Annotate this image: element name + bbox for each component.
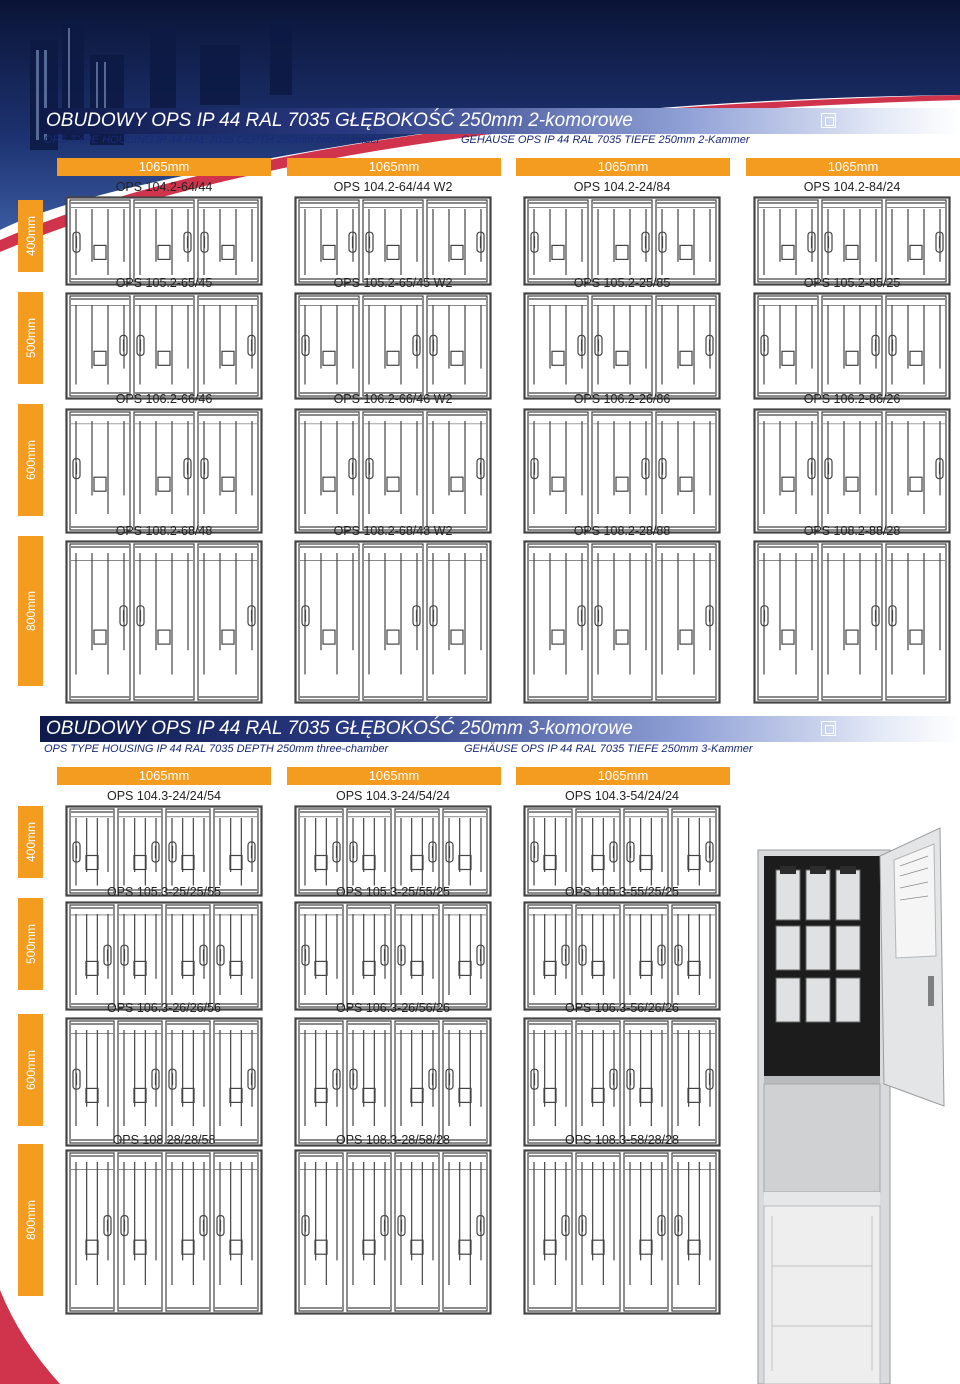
square-icon bbox=[821, 113, 836, 128]
cabinet-cell bbox=[295, 276, 491, 400]
cabinet-drawing-icon bbox=[295, 1150, 491, 1314]
cabinet-cell bbox=[524, 276, 720, 400]
height-label: 500mm bbox=[18, 898, 43, 990]
height-label: 800mm bbox=[18, 1144, 43, 1296]
width-label: 1065mm bbox=[287, 158, 501, 176]
cabinet-cell bbox=[754, 392, 950, 534]
section1-title: OBUDOWY OPS IP 44 RAL 7035 GŁĘBOKOŚĆ 250mm 2-komorowe bbox=[46, 110, 633, 131]
cabinet-model-label: OPS 106.3-56/26/26 bbox=[565, 1001, 679, 1015]
cabinet-drawing-icon bbox=[66, 197, 262, 285]
cabinet-model-label: OPS 108.2-68/48 W2 bbox=[333, 524, 453, 538]
cabinet-cell bbox=[754, 180, 950, 286]
cabinet-cell bbox=[66, 1133, 262, 1315]
cabinet-model-label: OPS 104.3-24/54/24 bbox=[336, 789, 450, 803]
cabinet-cell bbox=[524, 180, 720, 286]
cabinet-model-label: OPS 106.2-66/46 W2 bbox=[333, 392, 453, 406]
section1-subtitle-de: GEHÄUSE OPS IP 44 RAL 7035 TIEFE 250mm 2-Kammer bbox=[461, 134, 750, 146]
cabinet-drawing-icon bbox=[66, 1150, 262, 1314]
cabinet-model-label: OPS 105.3-55/25/25 bbox=[565, 885, 679, 899]
cabinet-cell bbox=[524, 1133, 720, 1315]
cabinet-drawing-icon bbox=[524, 902, 720, 1010]
cabinet-drawing-icon bbox=[295, 541, 491, 703]
section1-title-bar bbox=[40, 108, 960, 134]
cabinet-model-label: OPS 108.28/28/58 bbox=[112, 1133, 216, 1147]
cabinet-model-label: OPS 105.3-25/25/55 bbox=[107, 885, 221, 899]
cabinet-model-label: OPS 105.2-25/85 bbox=[573, 276, 671, 290]
cabinet-drawing-icon bbox=[524, 541, 720, 703]
section2-title-bar bbox=[40, 716, 960, 742]
width-label: 1065mm bbox=[516, 158, 730, 176]
cabinet-drawing-icon bbox=[66, 541, 262, 703]
cabinet-drawing-icon bbox=[524, 1018, 720, 1146]
section1-subtitle-en: OPS TYPE HOUSING IP 44 RAL 7035 DEPTH 250mm two-chamber bbox=[44, 134, 381, 146]
cabinet-drawing-icon bbox=[295, 806, 491, 896]
cabinet-model-label: OPS 104.2-84/24 bbox=[803, 180, 901, 194]
cabinet-model-label: OPS 105.2-85/25 bbox=[803, 276, 901, 290]
cabinet-drawing-icon bbox=[754, 293, 950, 399]
cabinet-model-label: OPS 105.2-65/45 W2 bbox=[333, 276, 453, 290]
cabinet-cell bbox=[66, 392, 262, 534]
cabinet-cell bbox=[66, 180, 262, 286]
cabinet-cell bbox=[524, 789, 720, 897]
cabinet-cell bbox=[295, 1001, 491, 1147]
cabinet-model-label: OPS 106.2-66/46 bbox=[115, 392, 213, 406]
cabinet-model-label: OPS 108.2-68/48 bbox=[115, 524, 213, 538]
cabinet-drawing-icon bbox=[524, 806, 720, 896]
cabinet-cell bbox=[524, 524, 720, 704]
cabinet-cell bbox=[66, 789, 262, 897]
cabinet-model-label: OPS 106.3-26/56/26 bbox=[336, 1001, 450, 1015]
cabinet-model-label: OPS 106.3-26/26/56 bbox=[107, 1001, 221, 1015]
cabinet-cell bbox=[524, 885, 720, 1011]
height-label: 600mm bbox=[18, 1014, 43, 1126]
cabinet-drawing-icon bbox=[66, 409, 262, 533]
cabinet-model-label: OPS 108.2-88/28 bbox=[803, 524, 901, 538]
cabinet-model-label: OPS 104.2-64/44 W2 bbox=[333, 180, 453, 194]
cabinet-model-label: OPS 108.3-28/58/28 bbox=[336, 1133, 450, 1147]
cabinet-drawing-icon bbox=[66, 806, 262, 896]
cabinet-cell bbox=[295, 180, 491, 286]
cabinet-drawing-icon bbox=[295, 902, 491, 1010]
cabinet-cell bbox=[524, 1001, 720, 1147]
cabinet-model-label: OPS 104.3-54/24/24 bbox=[565, 789, 679, 803]
cabinet-cell bbox=[524, 392, 720, 534]
section2-subtitle-en: OPS TYPE HOUSING IP 44 RAL 7035 DEPTH 250mm three-chamber bbox=[44, 743, 389, 755]
width-label: 1065mm bbox=[57, 158, 271, 176]
height-label: 400mm bbox=[18, 806, 43, 878]
height-label: 600mm bbox=[18, 404, 43, 516]
cabinet-drawing-icon bbox=[295, 1018, 491, 1146]
cabinet-model-label: OPS 106.2-26/86 bbox=[573, 392, 671, 406]
cabinet-drawing-icon bbox=[66, 1018, 262, 1146]
cabinet-drawing-icon bbox=[754, 409, 950, 533]
cabinet-drawing-icon bbox=[754, 197, 950, 285]
cabinet-model-label: OPS 104.3-24/24/54 bbox=[107, 789, 221, 803]
cabinet-drawing-icon bbox=[524, 409, 720, 533]
cabinet-cell bbox=[754, 276, 950, 400]
cabinet-cell bbox=[66, 1001, 262, 1147]
cabinet-drawing-icon bbox=[66, 902, 262, 1010]
cabinet-photo bbox=[752, 826, 948, 1384]
cabinet-drawing-icon bbox=[295, 293, 491, 399]
cabinet-cell bbox=[295, 524, 491, 704]
square-icon bbox=[821, 721, 836, 736]
cabinet-drawing-icon bbox=[295, 409, 491, 533]
cabinet-drawing-icon bbox=[524, 293, 720, 399]
cabinet-model-label: OPS 106.2-86/26 bbox=[803, 392, 901, 406]
cabinet-cell bbox=[295, 1133, 491, 1315]
cabinet-cell bbox=[295, 885, 491, 1011]
width-label: 1065mm bbox=[746, 158, 960, 176]
width-label: 1065mm bbox=[57, 767, 271, 785]
cabinet-cell bbox=[295, 392, 491, 534]
height-label: 500mm bbox=[18, 292, 43, 384]
cabinet-model-label: OPS 108.2-28/88 bbox=[573, 524, 671, 538]
cabinet-cell bbox=[66, 885, 262, 1011]
cabinet-drawing-icon bbox=[754, 541, 950, 703]
cabinet-drawing-icon bbox=[295, 197, 491, 285]
cabinet-drawing-icon bbox=[524, 197, 720, 285]
width-label: 1065mm bbox=[516, 767, 730, 785]
cabinet-cell bbox=[66, 524, 262, 704]
height-label: 800mm bbox=[18, 536, 43, 686]
section2-title: OBUDOWY OPS IP 44 RAL 7035 GŁĘBOKOŚĆ 250mm 3-komorowe bbox=[46, 718, 633, 739]
cabinet-drawing-icon bbox=[524, 1150, 720, 1314]
cabinet-drawing-icon bbox=[66, 293, 262, 399]
width-label: 1065mm bbox=[287, 767, 501, 785]
cabinet-cell bbox=[754, 524, 950, 704]
cabinet-model-label: OPS 105.2-65/45 bbox=[115, 276, 213, 290]
cabinet-model-label: OPS 104.2-24/84 bbox=[573, 180, 671, 194]
cabinet-cell bbox=[66, 276, 262, 400]
cabinet-cell bbox=[295, 789, 491, 897]
height-label: 400mm bbox=[18, 200, 43, 272]
cabinet-model-label: OPS 105.3-25/55/25 bbox=[336, 885, 450, 899]
cabinet-model-label: OPS 104.2-64/44 bbox=[115, 180, 213, 194]
cabinet-model-label: OPS 108.3-58/28/28 bbox=[565, 1133, 679, 1147]
section2-subtitle-de: GEHÄUSE OPS IP 44 RAL 7035 TIEFE 250mm 3-Kammer bbox=[464, 743, 753, 755]
